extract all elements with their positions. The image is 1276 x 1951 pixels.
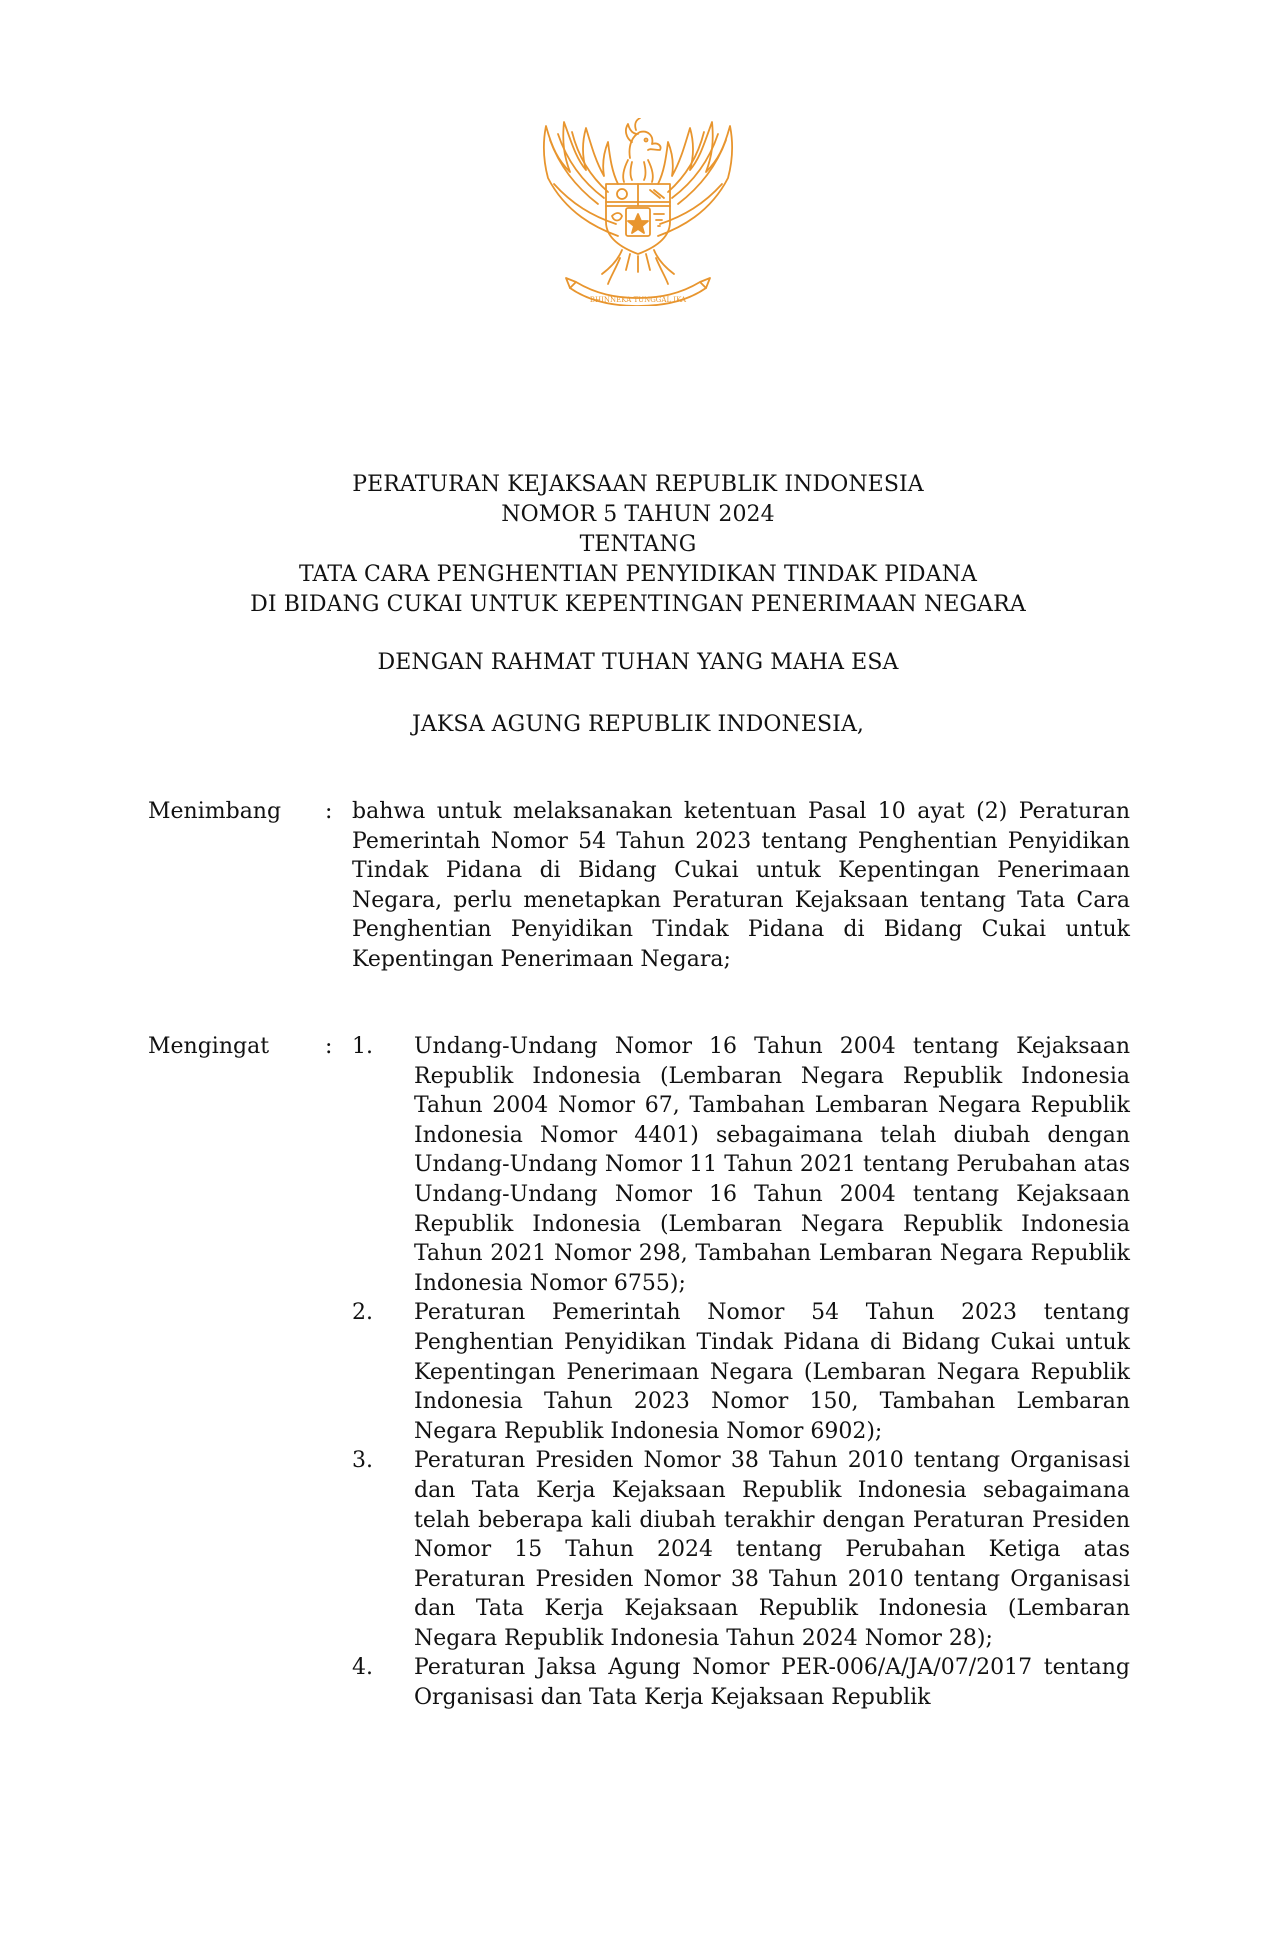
mengingat-colon: : [325,1034,333,1059]
list-item-text: Peraturan Presiden Nomor 38 Tahun 2010 tentang Organisasi dan Tata Kerja Kejaksaan Republik Indonesia sebagaimana telah beberapa kali diubah terakhir dengan Peraturan Presiden Nomor 15 Tahun 2024 tentang Perubahan Ketiga atas Peraturan Presiden Nomor 38 Tahun 2010 tentang Organisasi dan Tata Kerja Kejaksaan Republik Indonesia (Lembaran Negara Republik Indonesia Tahun 2024 Nomor 28); [414,1448,1130,1651]
mengingat-label: Mengingat [148,1034,270,1059]
list-item-text: Peraturan Jaksa Agung Nomor PER-006/A/JA/07/2017 tentang Organisasi dan Tata Kerja Kejaksaan Republik [414,1655,1130,1711]
list-item-text: Undang-Undang Nomor 16 Tahun 2004 tentang Kejaksaan Republik Indonesia (Lembaran Negara Republik Indonesia Tahun 2004 Nomor 67, Tambahan Lembaran Negara Republik Indonesia Nomor 4401) sebagaimana telah diubah dengan Undang-Undang Nomor 11 Tahun 2021 tentang Perubahan atas Undang-Undang Nomor 16 Tahun 2004 tentang Kejaksaan Republik Indonesia (Lembaran Negara Republik Indonesia Tahun 2021 Nomor 298, Tambahan Lembaran Negara Republik Indonesia Nomor 6755); [414,1034,1130,1296]
svg-text:BHINNEKA TUNGGAL IKA: BHINNEKA TUNGGAL IKA [589,296,687,304]
menimbang-colon: : [325,799,333,824]
garuda-pancasila-emblem [536,118,740,306]
document-heading [0,470,1276,740]
authority-line: JAKSA AGUNG REPUBLIK INDONESIA, [411,712,865,737]
list-item-number: 4. [352,1655,373,1681]
menimbang-text: bahwa untuk melaksanakan ketentuan Pasal 10 ayat (2) Peraturan Pemerintah Nomor 54 Tahun 2023 tentang Penghentian Penyidikan Tindak Pidana di Bidang Cukai untuk Kepentingan Penerimaan Negara, perlu menetapkan Peraturan Kejaksaan tentang Tata Cara Penghentian Penyidikan Tindak Pidana di Bidang Cukai untuk Kepentingan Penerimaan Negara; [352,799,1130,972]
list-item [352,1446,1130,1653]
regulation-number: NOMOR 5 TAHUN 2024 [501,502,775,527]
list-item-number: 1. [352,1034,373,1059]
list-item-number: 3. [352,1448,373,1474]
mengingat-list [352,1032,1130,1713]
regulation-subject-line1: TATA CARA PENGHENTIAN PENYIDIKAN TINDAK PIDANA [298,562,977,587]
list-item [352,1298,1130,1446]
list-item-text: Peraturan Pemerintah Nomor 54 Tahun 2023 tentang Penghentian Penyidikan Tindak Pidana di Bidang Cukai untuk Kepentingan Penerimaan Negara (Lembaran Negara Republik Indonesia Tahun 2023 Nomor 150, Tambahan Lembaran Negara Republik Indonesia Nomor 6902); [414,1300,1130,1444]
list-item [352,1032,1130,1298]
blessing-line: DENGAN RAHMAT TUHAN YANG MAHA ESA [377,650,899,675]
list-item [352,1653,1130,1712]
list-item-number: 2. [352,1300,373,1326]
menimbang-label: Menimbang [148,799,282,824]
regulation-about: TENTANG [579,532,697,557]
regulation-subject-line2: DI BIDANG CUKAI UNTUK KEPENTINGAN PENERIMAAN NEGARA [250,592,1026,617]
regulation-title: PERATURAN KEJAKSAAN REPUBLIK INDONESIA [352,472,924,497]
